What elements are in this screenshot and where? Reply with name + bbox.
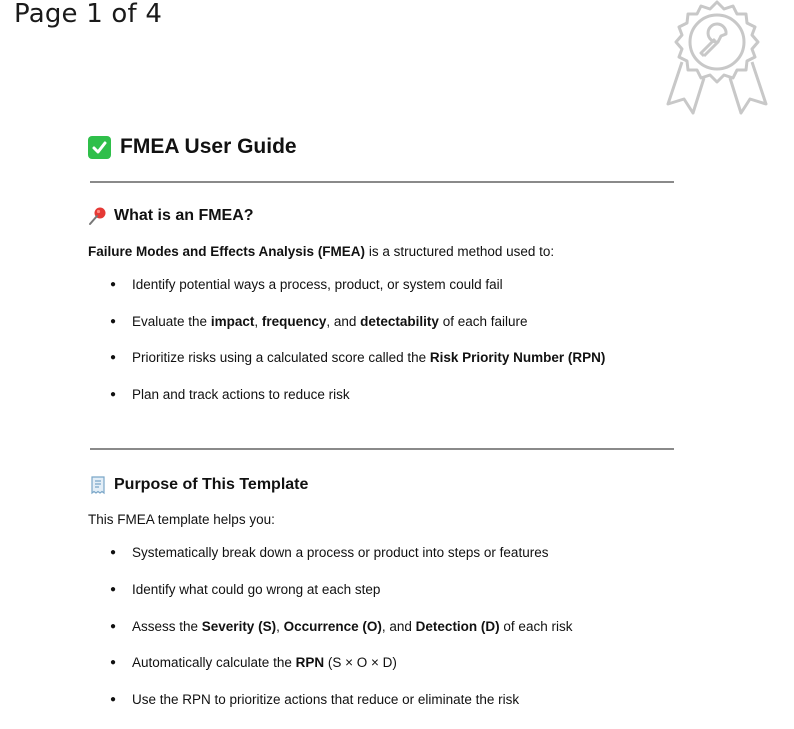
document-title xyxy=(88,135,297,159)
item-bold: Risk Priority Number (RPN) xyxy=(429,350,606,365)
receipt-icon xyxy=(88,475,108,495)
item-text: Plan and track actions to reduce risk xyxy=(132,387,350,402)
item-text: Evaluate the xyxy=(132,314,211,329)
item-bold: Occurrence (O) xyxy=(283,619,382,634)
section2-intro: This FMEA template helps you: xyxy=(88,512,275,527)
item-text: (S × O × D) xyxy=(324,655,397,670)
item-text: Prioritize risks using a calculated score called the xyxy=(132,350,430,365)
section-heading-purpose xyxy=(88,475,308,495)
list-item xyxy=(110,655,397,671)
page-counter: Page 1 of 4 xyxy=(14,0,163,29)
item-text: of each failure xyxy=(438,314,528,329)
bullet: ● xyxy=(110,352,117,363)
item-text: , and xyxy=(381,619,416,634)
divider xyxy=(90,448,674,450)
section-heading-text: What is an FMEA? xyxy=(114,207,254,224)
item-bold: Severity (S) xyxy=(201,619,277,634)
bullet: ● xyxy=(110,584,117,595)
item-text: , and xyxy=(326,314,361,329)
divider xyxy=(90,181,674,183)
title-text: FMEA User Guide xyxy=(120,135,297,158)
intro-bold: Failure Modes and Effects Analysis (FMEA) xyxy=(88,244,366,259)
item-text: Identify what could go wrong at each step xyxy=(132,582,381,597)
item-bold: Detection (D) xyxy=(415,619,500,634)
item-text: , xyxy=(254,314,262,329)
list-item xyxy=(110,619,572,635)
list-item xyxy=(110,314,528,330)
section1-intro xyxy=(88,244,554,259)
item-bold: impact xyxy=(210,314,255,329)
list-item xyxy=(110,692,519,708)
list-item xyxy=(110,582,380,598)
bullet: ● xyxy=(110,657,117,668)
item-text: of each risk xyxy=(499,619,573,634)
bullet: ● xyxy=(110,279,117,290)
bullet: ● xyxy=(110,694,117,705)
bullet: ● xyxy=(110,547,117,558)
check-mark-icon xyxy=(88,136,111,159)
item-bold: RPN xyxy=(295,655,325,670)
bullet: ● xyxy=(110,316,117,327)
list-item xyxy=(110,277,503,293)
item-text: Automatically calculate the xyxy=(132,655,296,670)
pushpin-icon xyxy=(88,206,108,226)
item-text: Assess the xyxy=(132,619,202,634)
item-text: , xyxy=(276,619,284,634)
item-bold: frequency xyxy=(261,314,327,329)
item-text: Use the RPN to prioritize actions that reduce or eliminate the risk xyxy=(132,692,520,707)
item-bold: detectability xyxy=(360,314,439,329)
section-heading-text: Purpose of This Template xyxy=(114,476,309,493)
item-text: Identify potential ways a process, product, or system could fail xyxy=(132,277,503,292)
bullet: ● xyxy=(110,389,117,400)
item-text: Systematically break down a process or product into steps or features xyxy=(132,545,549,560)
bullet: ● xyxy=(110,621,117,632)
intro-rest: is a structured method used to: xyxy=(365,244,555,259)
list-item xyxy=(110,350,605,366)
award-ribbon-wrench-icon xyxy=(660,0,774,122)
list-item xyxy=(110,545,548,561)
list-item xyxy=(110,387,350,403)
section-heading-what-is-fmea xyxy=(88,206,254,226)
